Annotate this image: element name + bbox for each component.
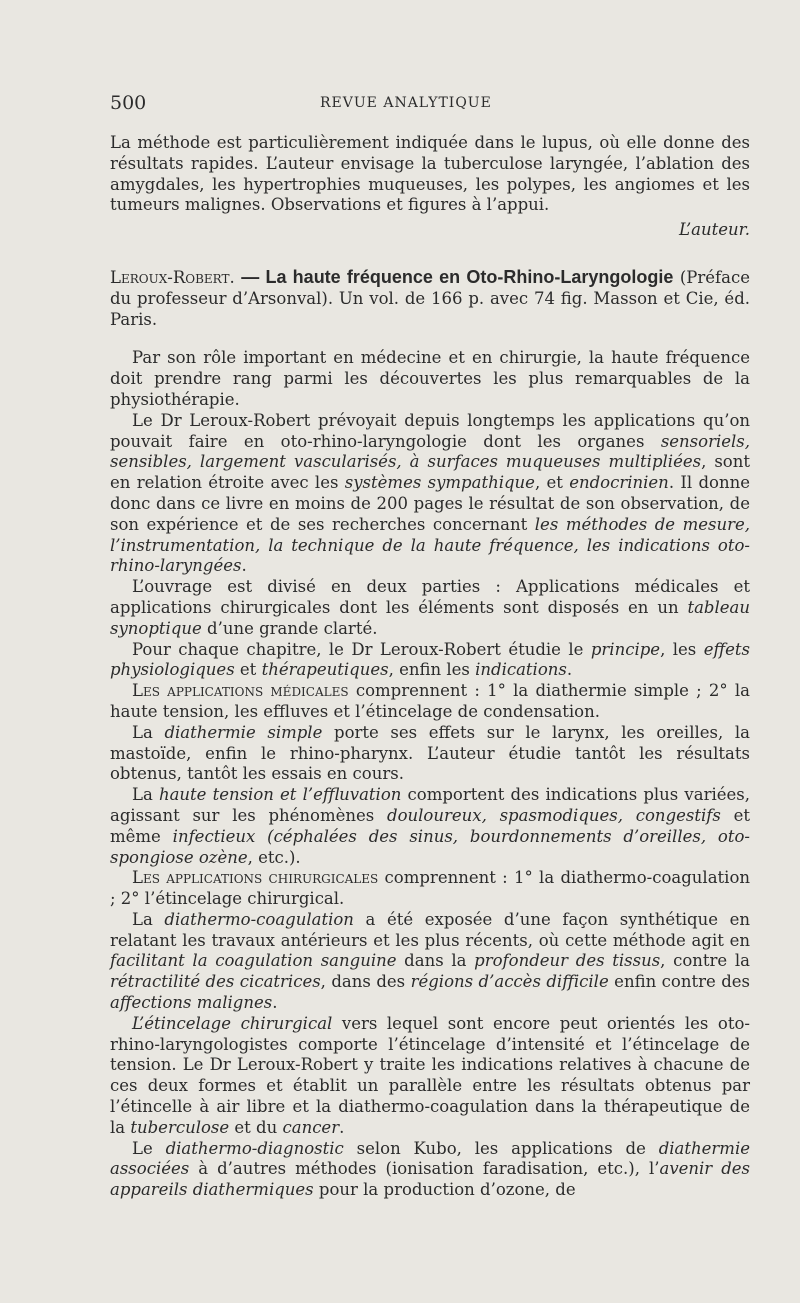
text-run: d’une grande clarté. — [201, 618, 378, 638]
text-run: , et — [534, 473, 570, 493]
text-run: à d’autres méthodes (ionisation faradisation, etc.), l’ — [189, 1159, 660, 1179]
italic-run: régions d’accès difficile — [410, 972, 609, 992]
italic-run: systèmes sympathique — [344, 473, 535, 493]
text-run: comprennent : 1° la diathermie simple ; 2° la haute tension, les effluves et l’étincelage de condensation. — [110, 681, 751, 721]
book-details: (Préface du professeur d’Arsonval). Un vol. de 166 p. avec 74 fig. Masson et Cie, éd. Paris. — [110, 267, 751, 329]
paragraph-2: Par son rôle important en médecine et en chirurgie, la haute fréquence doit prendre rang parmi les découvertes les plus remarquables de la physiothérapie. — [110, 348, 750, 409]
text-run: , contre la — [660, 951, 750, 971]
italic-run: effets physiologiques — [110, 639, 751, 680]
running-title: REVUE ANALYTIQUE — [320, 95, 492, 111]
text-run: , sont en relation étroite avec les — [110, 452, 750, 493]
italic-run: thérapeutiques — [261, 660, 389, 680]
signature: L’auteur. — [678, 220, 750, 240]
text-run: porte ses effets sur le larynx, les oreilles, la mastoïde, enfin le rhino-pharynx. L’auteur étudie tantôt les résultats obtenus, tantôt les essais en cours. — [110, 722, 750, 784]
text-run: et même — [110, 805, 750, 846]
paragraph-10 — [110, 910, 750, 1014]
book-title: — La haute fréquence en Oto-Rhino-Laryngologie — [241, 266, 674, 287]
italic-run: les méthodes de mesure, l’instrumentation, la technique de la haute fréquence, les indications oto-rhino-laryngées — [110, 514, 750, 576]
text-run: La — [132, 909, 165, 929]
paragraph-1: La méthode est particulièrement indiquée dans le lupus, où elle donne des résultats rapides. L’auteur envisage la tuberculose laryngée, l’ablation des amygdales, les hypertrophies muqueuses, les polypes, les angiomes et les tumeurs malignes. Observations et figures à l’appui. — [110, 133, 750, 215]
italic-run: tuberculose — [130, 1117, 230, 1137]
text-run: , les — [660, 639, 704, 659]
italic-run: avenir des appareils diathermiques — [110, 1159, 750, 1200]
italic-run: tableau synoptique — [110, 597, 750, 638]
italic-run: diathermo-diagnostic — [165, 1138, 344, 1158]
page-number: 500 — [110, 92, 147, 114]
text-run: , enfin les — [388, 660, 476, 680]
paragraph-9 — [110, 868, 750, 910]
italic-run: profondeur des tissus — [474, 951, 661, 971]
paragraph-12 — [110, 1139, 750, 1201]
text-run: comportent des indications plus variées, agissant sur les phénomènes — [110, 785, 750, 825]
italic-run: rétractilité des cicatrices — [110, 972, 321, 992]
italic-run: infectieux (céphalées des sinus, bourdonnements d’oreilles, oto-spongiose ozène — [110, 826, 750, 867]
paragraph-4 — [110, 577, 750, 639]
text-run: L’ouvrage est divisé en deux parties : Applications médicales et applications chirurgicales dont les éléments sont disposés en un — [110, 577, 750, 617]
text-run: pour la production d’ozone, de — [313, 1180, 576, 1200]
text-run: et du — [229, 1117, 283, 1137]
italic-run: principe — [590, 639, 661, 659]
paragraph-5 — [110, 640, 750, 682]
paragraph-8 — [110, 785, 750, 868]
text-run: , dans des — [320, 972, 411, 992]
text-run: . Il donne donc dans ce livre en moins de 200 pages le résultat de son observation, de son expérience et de ses recherches concernant — [110, 473, 750, 534]
italic-run: diathermie simple — [164, 722, 323, 742]
italic-run: cancer — [282, 1117, 340, 1137]
italic-run: sensoriels, sensibles, largement vascularisés, à surfaces muqueuses multipliées — [110, 431, 750, 472]
italic-run: indications — [475, 660, 567, 680]
text-run: . — [339, 1117, 345, 1137]
review-author: Leroux-Robert. — [110, 267, 235, 287]
text-run: Le Dr Leroux-Robert prévoyait depuis longtemps les applications qu’on pouvait faire en oto-rhino-laryngologie dont les organes — [110, 410, 750, 451]
text-run: . — [241, 556, 247, 576]
text-run: , etc.). — [247, 847, 301, 867]
page-header — [110, 92, 750, 116]
italic-run: diathermo-coagulation — [164, 909, 354, 929]
text-run: La — [132, 722, 165, 742]
text-run: vers lequel sont encore peut orientés les oto-rhino-laryngologistes comporte l’étincelage d’intensité et l’étincelage de tension. Le Dr Leroux-Robert y traite les indications relatives à chacune de ces deux formes et établit un parallèle entre les résultats obtenus par l’étincelle à air libre et la diathermo-coagulation dans la thérapeutique de la — [110, 1013, 750, 1137]
text-run: a été exposée d’une façon synthétique en relatant les travaux antérieurs et les plus récents, où cette méthode agit en — [110, 909, 750, 950]
smallcaps-run: Les applications chirurgicales — [132, 868, 379, 888]
paragraph-6 — [110, 681, 750, 723]
text-run: comprennent : 1° la diathermo-coagulation ; 2° l’étincelage chirurgical. — [110, 868, 750, 909]
body-text — [110, 133, 750, 1201]
italic-run: douloureux, spasmodiques, congestifs — [387, 805, 721, 825]
italic-run: haute tension et l’effluvation — [158, 785, 402, 805]
text-run: et — [234, 660, 262, 680]
text-run: . — [272, 993, 278, 1013]
text-run: Le — [132, 1138, 166, 1158]
text-run: dans la — [396, 951, 475, 971]
text-run: enfin contre des — [608, 972, 750, 992]
text-run: La — [132, 785, 159, 805]
italic-run: affections malignes — [110, 993, 273, 1013]
text-run: Pour chaque chapitre, le Dr Leroux-Robert étudie le — [132, 639, 591, 659]
italic-run: L’étincelage chirurgical — [132, 1013, 333, 1033]
text-run: selon Kubo, les applications de — [343, 1138, 659, 1158]
paragraph-7 — [110, 723, 750, 785]
text-run: . — [566, 660, 573, 680]
italic-run: endocrinien — [569, 473, 669, 493]
italic-run: facilitant la coagulation sanguine — [110, 951, 397, 971]
paragraph-11 — [110, 1014, 750, 1139]
italic-run: diathermie associées — [110, 1138, 750, 1179]
paragraph-3 — [110, 411, 750, 577]
smallcaps-run: Les applications médicales — [132, 681, 349, 701]
review-heading — [110, 267, 750, 330]
